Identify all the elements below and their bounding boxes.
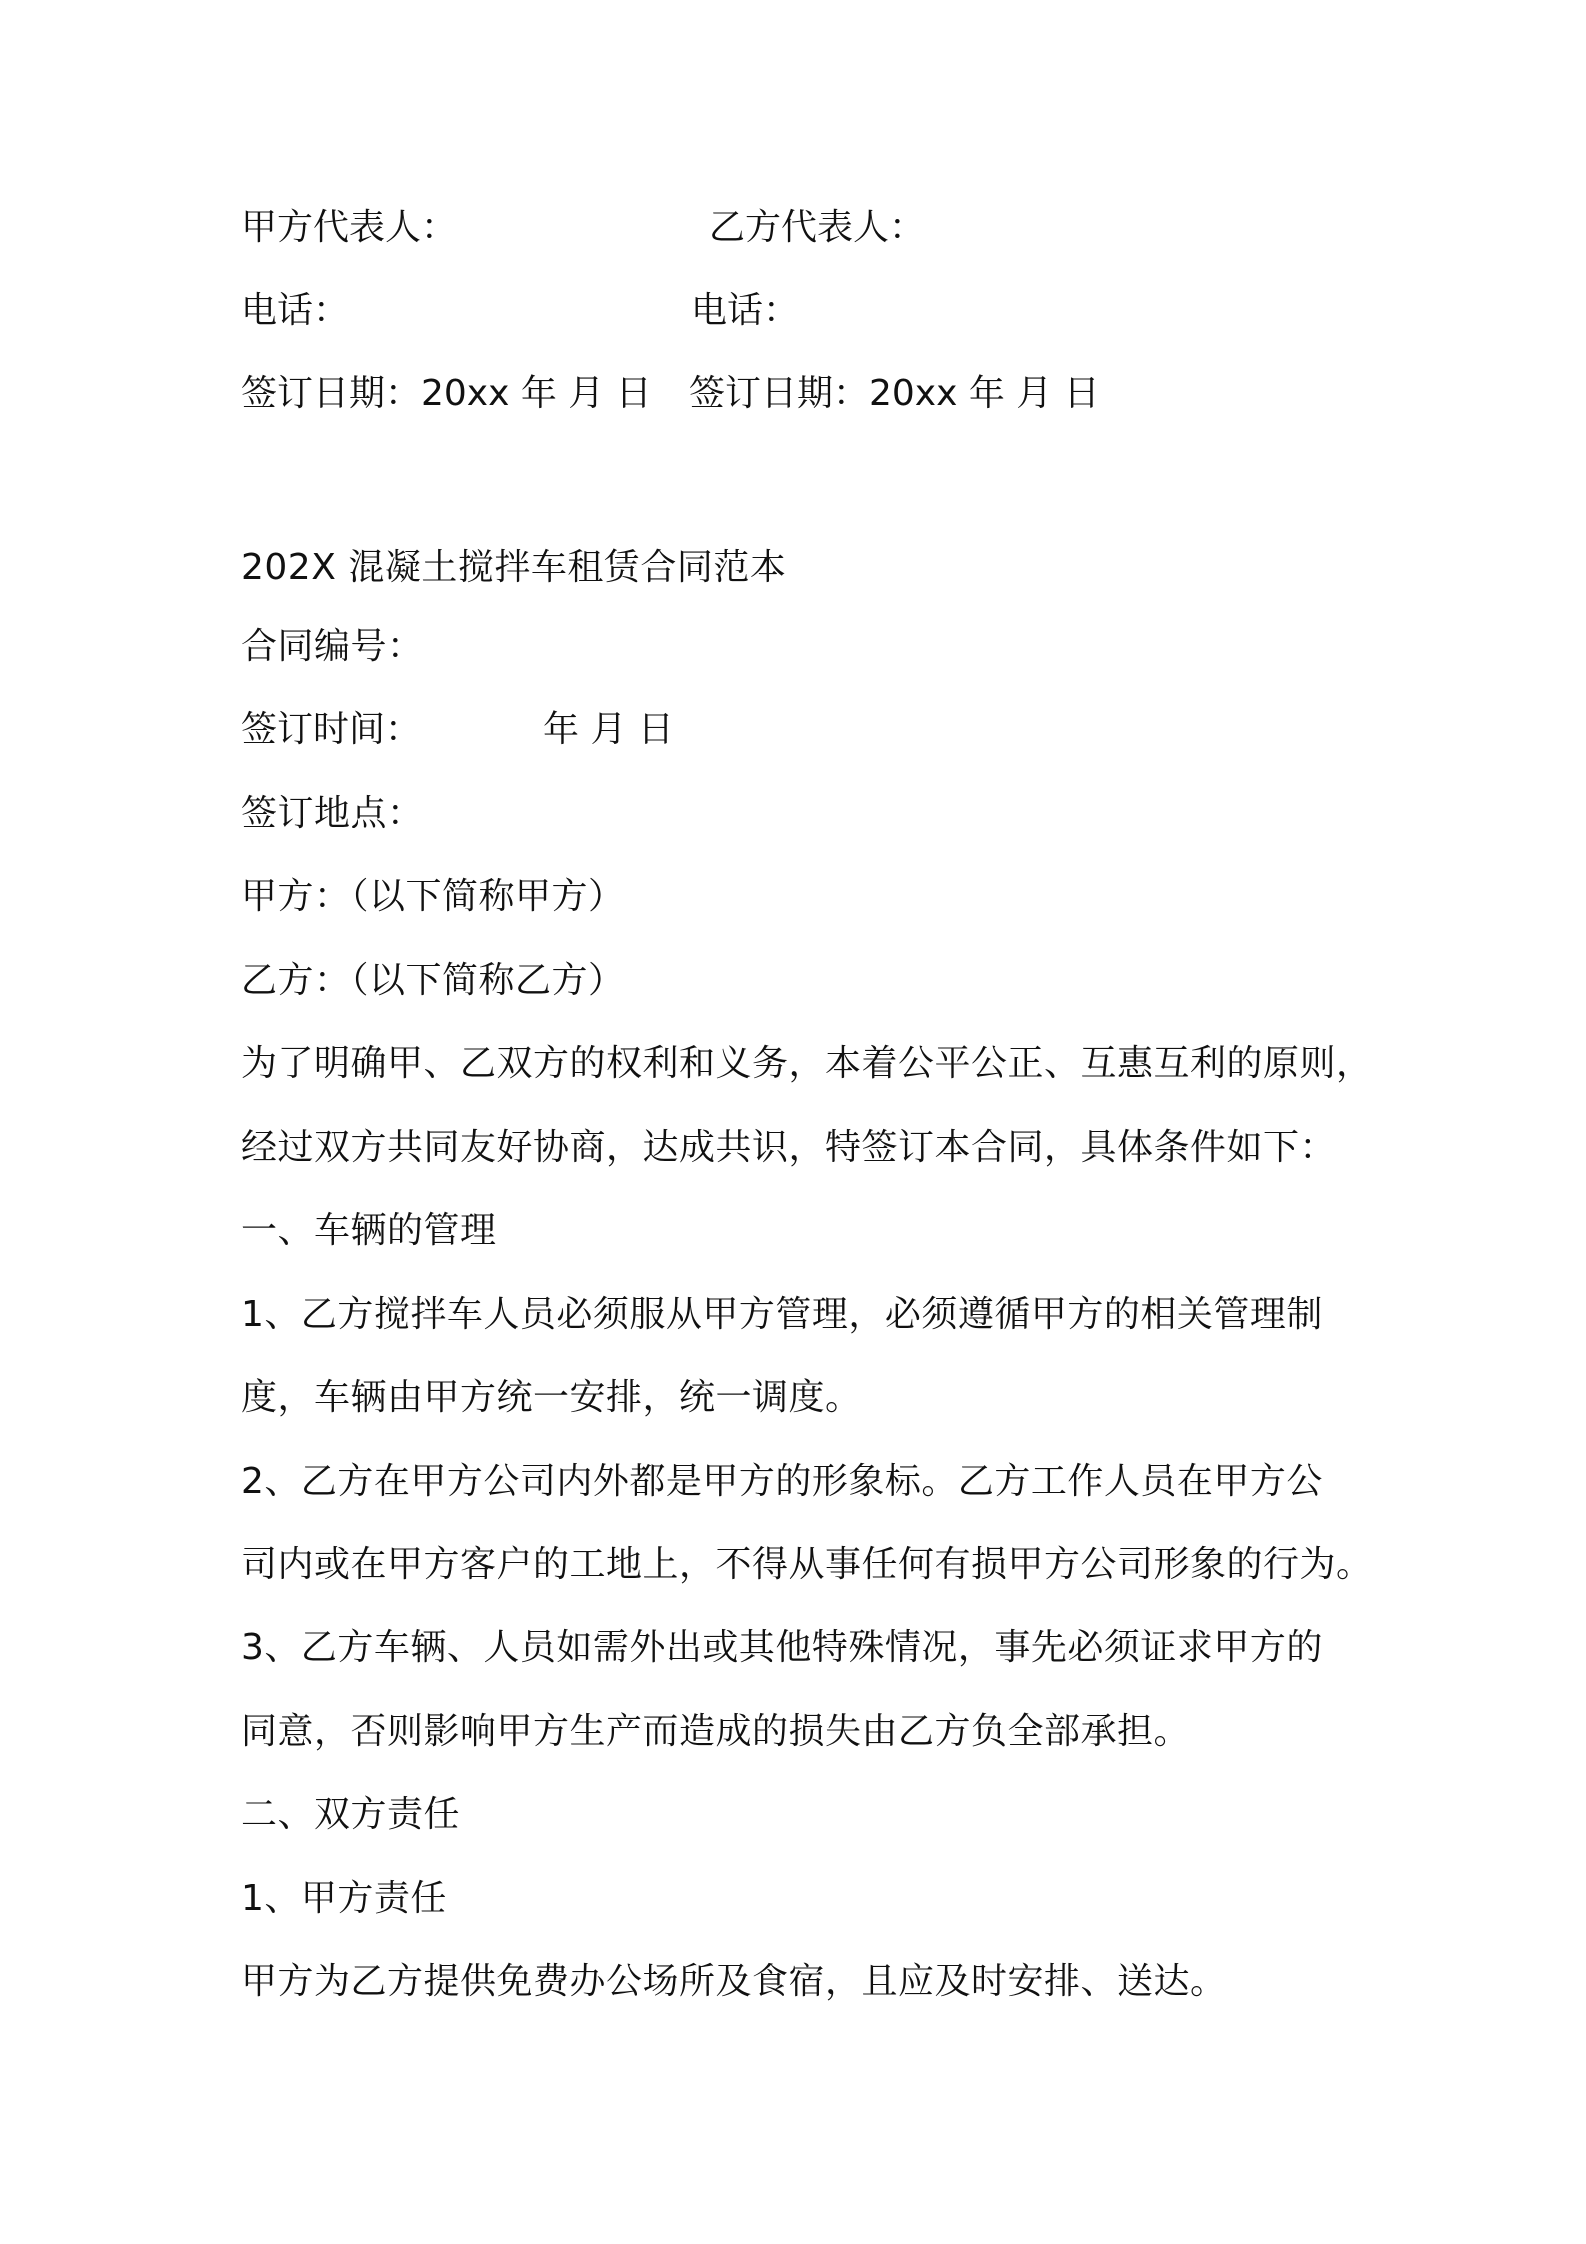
party-b-phone-label: 电话： [691,290,800,331]
section-1-item-1-line-1: 1、乙方搅拌车人员必须服从甲方管理，必须遵循甲方的相关管理制 [241,1294,1323,1335]
section-2-item-1-text: 甲方为乙方提供免费办公场所及食宿，且应及时安排、送达。 [241,1961,1227,2002]
party-b-representative-label: 乙方代表人： [709,207,926,248]
party-b-line: 乙方：（以下简称乙方） [241,960,625,1001]
contract-title: 202X 混凝土搅拌车租赁合同范本 [241,547,787,588]
signature-phone-row [241,289,1341,333]
section-1-item-1-line-2: 度，车辆由甲方统一安排，统一调度。 [241,1377,862,1418]
sign-time-label: 签订时间： [241,709,422,750]
section-1-item-2-line-2: 司内或在甲方客户的工地上，不得从事任何有损甲方公司形象的行为。 [241,1544,1373,1585]
section-2-item-1-heading: 1、甲方责任 [241,1878,447,1919]
intro-paragraph-line-2: 经过双方共同友好协商，达成共识，特签订本合同，具体条件如下： [241,1127,1337,1168]
party-a-sign-date: 签订日期：20xx 年 月 日 [241,373,652,414]
section-1-item-2-line-1: 2、乙方在甲方公司内外都是甲方的形象标。乙方工作人员在甲方公 [241,1461,1323,1502]
section-2-heading: 二、双方责任 [241,1794,461,1835]
party-a-phone-label: 电话： [241,290,350,331]
section-1-heading: 一、车辆的管理 [241,1210,497,1251]
signature-rep-row [241,206,1341,250]
party-a-line: 甲方：（以下简称甲方） [241,876,625,917]
section-1-item-3-line-2: 同意，否则影响甲方生产而造成的损失由乙方负全部承担。 [241,1711,1191,1752]
sign-place-label: 签订地点： [241,793,424,834]
section-1-item-3-line-1: 3、乙方车辆、人员如需外出或其他特殊情况，事先必须证求甲方的 [241,1627,1323,1668]
party-a-representative-label: 甲方代表人： [241,207,458,248]
signature-date-row [241,372,1341,416]
party-b-sign-date: 签订日期：20xx 年 月 日 [689,373,1100,414]
intro-paragraph-line-1: 为了明确甲、乙双方的权利和义务，本着公平公正、互惠互利的原则， [241,1043,1373,1084]
sign-time-date: 年 月 日 [543,709,674,750]
contract-number-label: 合同编号： [241,626,424,667]
